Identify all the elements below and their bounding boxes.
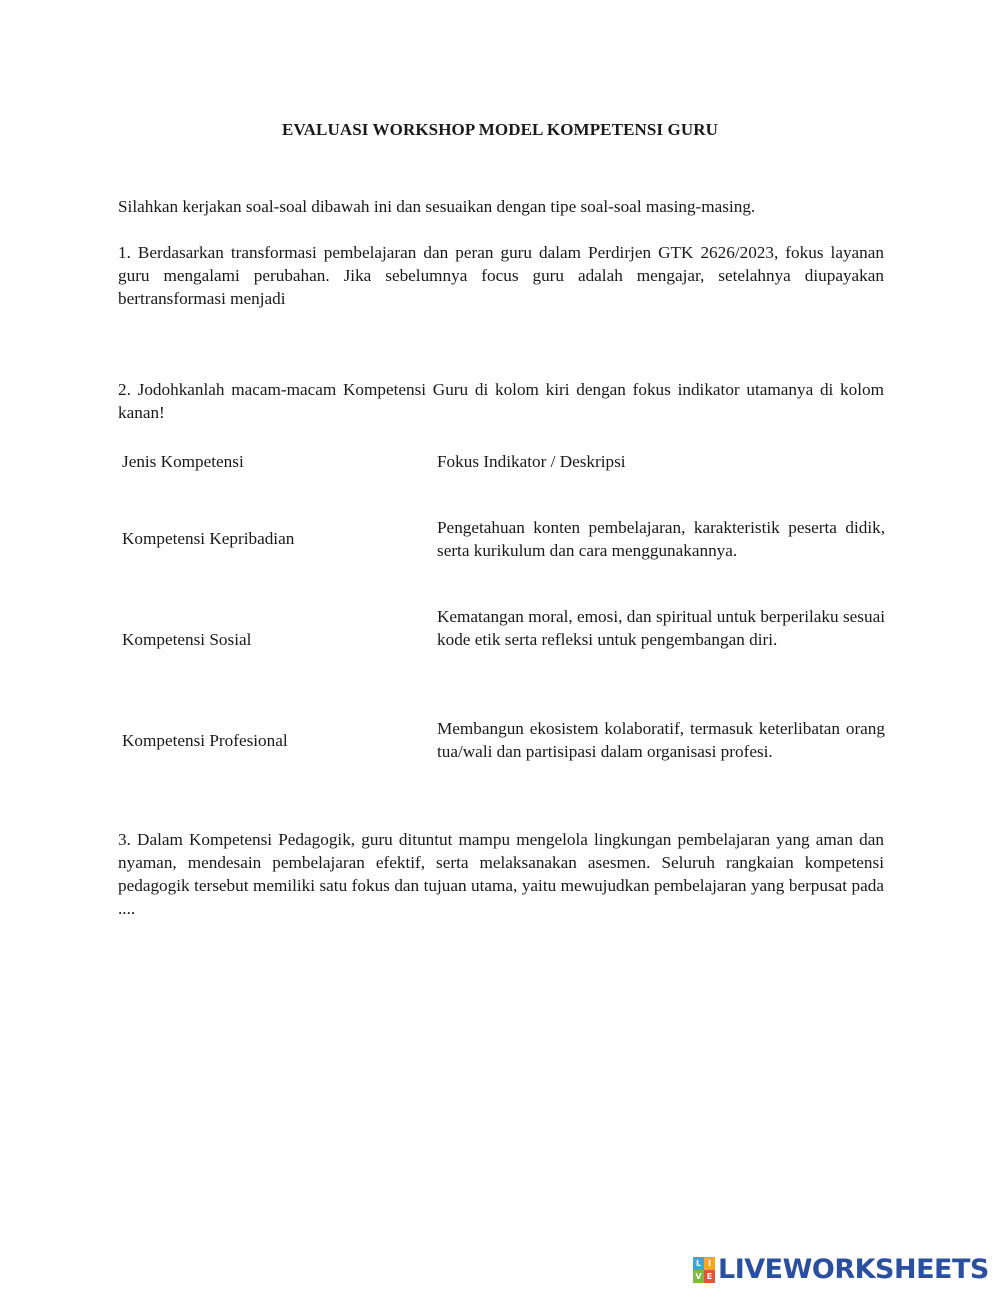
matching-left-item[interactable]: Kompetensi Sosial — [122, 630, 252, 649]
matching-right-item[interactable]: Kematangan moral, emosi, dan spiritual untuk berperilaku sesuai kode etik serta refleksi untuk pengembangan diri. — [437, 607, 885, 649]
matching-right-item[interactable]: Membangun ekosistem kolaboratif, termasuk keterlibatan orang tua/wali dan partisipasi dalam organisasi profesi. — [437, 719, 885, 761]
logo-badge-cell: L — [693, 1257, 704, 1270]
question-1: 1. Berdasarkan transformasi pembelajaran dan peran guru dalam Perdirjen GTK 2626/2023, fokus layanan guru mengalami perubahan. Jika sebelumnya focus guru adalah mengajar, setelahnya diupayakan bertransformasi menjadi — [118, 243, 884, 308]
page-title: EVALUASI WORKSHOP MODEL KOMPETENSI GURU — [282, 120, 718, 139]
logo-text: LIVEWORKSHEETS — [718, 1254, 989, 1285]
logo-badge-cell: I — [704, 1257, 715, 1270]
question-3: 3. Dalam Kompetensi Pedagogik, guru dituntut mampu mengelola lingkungan pembelajaran yang aman dan nyaman, mendesain pembelajaran efektif, serta melaksanakan asesmen. Seluruh rangkaian kompetensi pedagogik tersebut memiliki satu fokus dan tujuan utama, yaitu mewujudkan pembelajaran yang berpusat pada .... — [118, 830, 884, 918]
question-2: 2. Jodohkanlah macam-macam Kompetensi Guru di kolom kiri dengan fokus indikator utamanya di kolom kanan! — [118, 380, 884, 422]
matching-right-item[interactable]: Pengetahuan konten pembelajaran, karakteristik peserta didik, serta kurikulum dan cara menggunakannya. — [437, 518, 885, 560]
matching-header-right: Fokus Indikator / Deskripsi — [437, 452, 626, 471]
matching-left-item[interactable]: Kompetensi Profesional — [122, 731, 288, 750]
liveworksheets-logo — [693, 1254, 989, 1286]
matching-header-left: Jenis Kompetensi — [122, 452, 244, 471]
logo-badge-cell: V — [693, 1270, 704, 1283]
logo-badge-icon — [693, 1257, 715, 1283]
instructions: Silahkan kerjakan soal-soal dibawah ini dan sesuaikan dengan tipe soal-soal masing-masing. — [118, 197, 756, 216]
matching-left-item[interactable]: Kompetensi Kepribadian — [122, 529, 295, 548]
logo-badge-cell: E — [704, 1270, 715, 1283]
